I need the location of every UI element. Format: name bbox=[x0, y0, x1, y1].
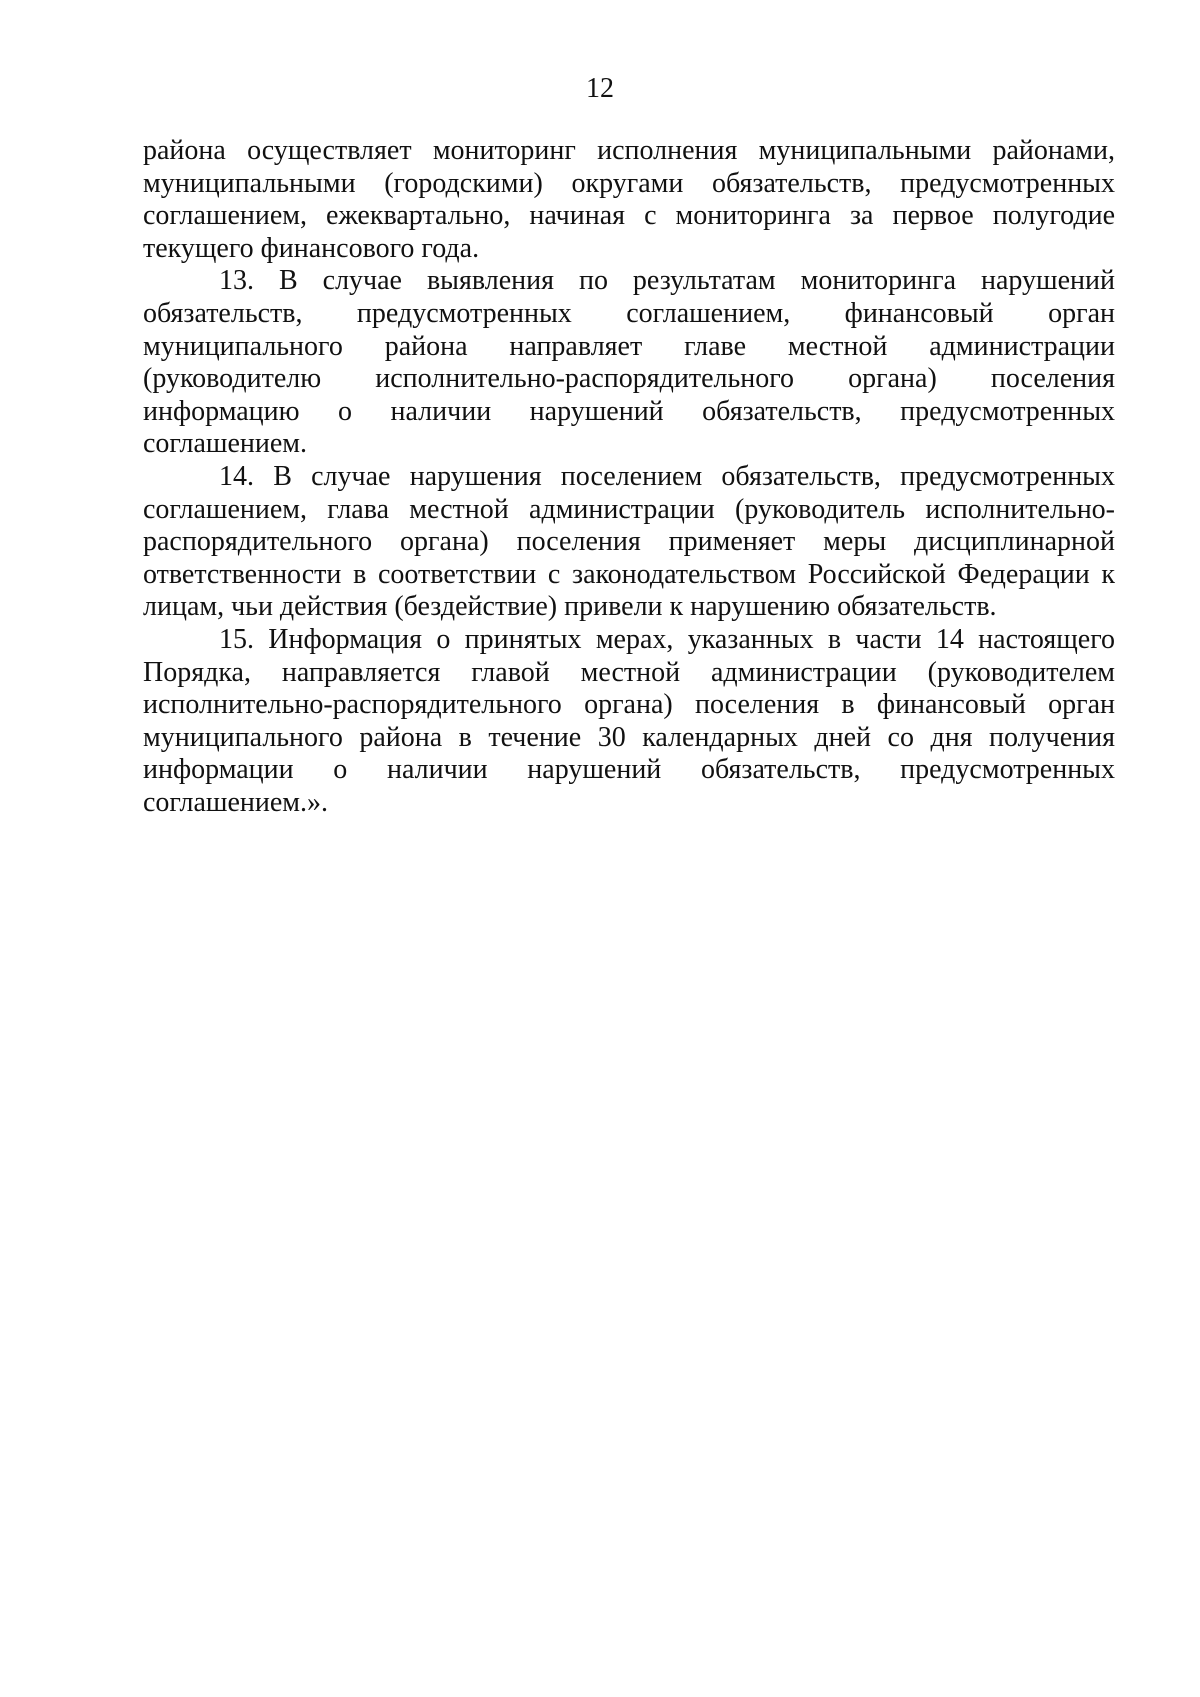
paragraph-13: 13. В случае выявления по результатам мониторинга нарушений обязательств, предусмотренных соглашением, финансовый орган муниципального района направляет главе местной администрации (руководителю исполнительно-распорядительного органа) поселения информацию о наличии нарушений обязательств, предусмотренных соглашением. bbox=[143, 265, 1115, 460]
paragraph-continuation: района осуществляет мониторинг исполнения муниципальными районами, муниципальными (городскими) округами обязательств, предусмотренных соглашением, ежеквартально, начиная с мониторинга за первое полугодие текущего финансового года. bbox=[143, 135, 1115, 264]
page-number: 12 bbox=[586, 73, 614, 104]
document-body bbox=[143, 135, 1115, 819]
paragraph-14: 14. В случае нарушения поселением обязательств, предусмотренных соглашением, глава местной администрации (руководитель исполнительно-распорядительного органа) поселения применяет меры дисциплинарной ответственности в соответствии с законодательством Российской Федерации к лицам, чьи действия (бездействие) привели к нарушению обязательств. bbox=[143, 460, 1115, 623]
paragraph-15: 15. Информация о принятых мерах, указанных в части 14 настоящего Порядка, направляется главой местной администрации (руководителем исполнительно-распорядительного органа) поселения в финансовый орган муниципального района в течение 30 календарных дней со дня получения информации о наличии нарушений обязательств, предусмотренных соглашением.». bbox=[143, 623, 1115, 818]
